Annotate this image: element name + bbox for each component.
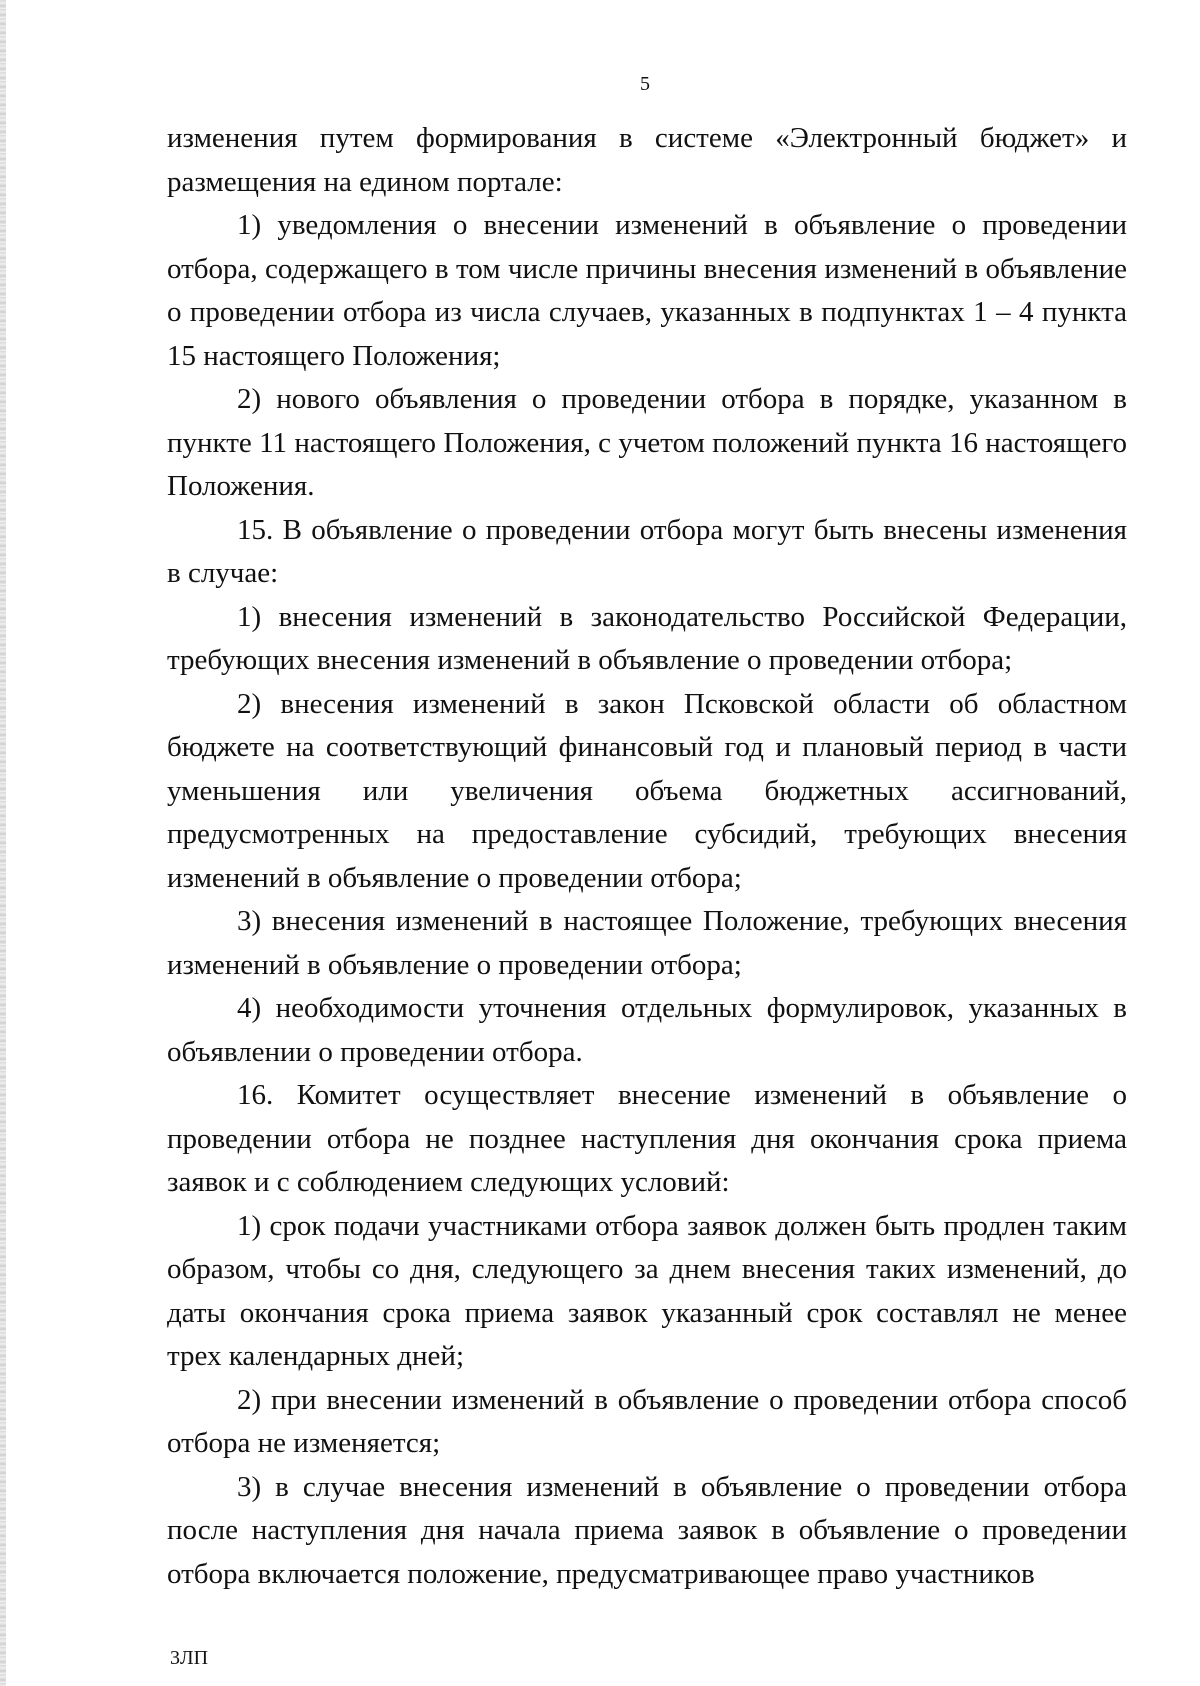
paragraph-clause-15: 15. В объявление о проведении отбора могут быть внесены изменения в случае:: [167, 513, 1127, 589]
paragraph-item-2-new-announcement: 2) нового объявления о проведении отбора в порядке, указанном в пункте 11 настоящего Положения, с учетом положений пункта 16 настоящего Положения.: [167, 383, 1127, 502]
paragraph-clause-15-item-4: 4) необходимости уточнения отдельных формулировок, указанных в объявлении о проведении отбора.: [167, 992, 1127, 1068]
page-number: 5: [640, 73, 650, 95]
paragraph-clause-16: 16. Комитет осуществляет внесение изменений в объявление о проведении отбора не позднее наступления дня окончания срока приема заявок и с соблюдением следующих условий:: [167, 1079, 1127, 1198]
paragraph-clause-16-item-3: 3) в случае внесения изменений в объявление о проведении отбора после наступления дня начала приема заявок в объявление о проведении отбора включается положение, предусматривающее право участников: [167, 1470, 1127, 1590]
scan-edge-artifact: [0, 0, 6, 1686]
paragraph-clause-16-item-2: 2) при внесении изменений в объявление о проведении отбора способ отбора не изменяется;: [167, 1383, 1127, 1459]
paragraph-clause-15-item-3: 3) внесения изменений в настоящее Положение, требующих внесения изменений в объявление о проведении отбора;: [167, 905, 1127, 981]
document-body: [167, 117, 1127, 1596]
footer-document-code: 3ЛП: [170, 1647, 209, 1669]
paragraph-clause-15-item-1: 1) внесения изменений в законодательство Российской Федерации, требующих внесения изменений в объявление о проведении отбора;: [167, 600, 1127, 676]
paragraph-item-1-notification: 1) уведомления о внесении изменений в объявление о проведении отбора, содержащего в том числе причины внесения изменений в объявление о проведении отбора из числа случаев, указанных в подпунктах 1 – 4 пункта 15 настоящего Положения;: [167, 209, 1127, 372]
paragraph-clause-16-item-1: 1) срок подачи участниками отбора заявок должен быть продлен таким образом, чтобы со дня, следующего за днем внесения таких изменений, до даты окончания срока приема заявок указанный срок составлял не менее трех календарных дней;: [167, 1209, 1127, 1372]
paragraph-continuation: изменения путем формирования в системе «Электронный бюджет» и размещения на едином портале:: [167, 122, 1127, 198]
paragraph-clause-15-item-2: 2) внесения изменений в закон Псковской области об областном бюджете на соответствующий финансовый год и плановый период в части уменьшения или увеличения объема бюджетных ассигнований, предусмотренных на предоставление субсидий, требующих внесения изменений в объявление о проведении отбора;: [167, 687, 1127, 894]
